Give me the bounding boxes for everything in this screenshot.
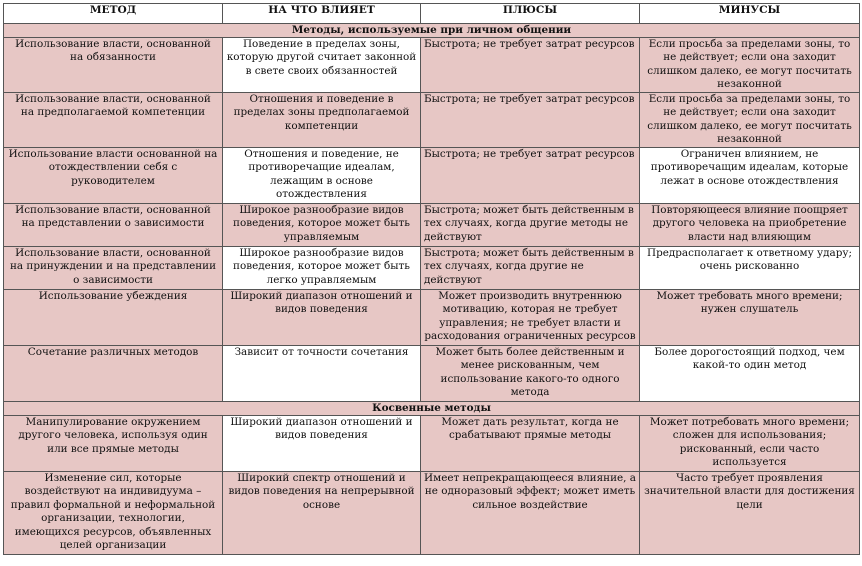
- cons-cell: Предрасполагает к ответному удару; очень рискованно: [640, 247, 860, 290]
- cons-cell: Ограничен влиянием, не противоречащим идеалам, которые лежат в основе отождествления: [640, 148, 860, 204]
- pros-cell: Быстрота; может быть действенным в тех случаях, когда другие не действуют: [421, 247, 640, 290]
- affects-cell: Широкое разнообразие видов поведения, которое может быть легко управляемым: [223, 247, 421, 290]
- header-method: МЕТОД: [4, 4, 223, 24]
- affects-cell: Широкое разнообразие видов поведения, которое может быть управляемым: [223, 204, 421, 247]
- influence-methods-table: [3, 3, 860, 555]
- pros-cell: Может производить внутреннюю мотивацию, которая не требует управления; не требует власти и расходования ограниченных ресурсов: [421, 290, 640, 346]
- table-row: [4, 416, 860, 472]
- affects-cell: Широкий диапазон отношений и видов поведения: [223, 290, 421, 346]
- pros-cell: Может быть более действенным и менее рискованным, чем использование какого-то одного метода: [421, 346, 640, 402]
- table-row: [4, 93, 860, 148]
- table-row: [4, 346, 860, 402]
- pros-cell: Быстрота; может быть действенным в тех случаях, когда другие методы не действуют: [421, 204, 640, 247]
- cons-cell: Если просьба за пределами зоны, то не действует; если она заходит слишком далеко, ее могут посчитать незаконной: [640, 38, 860, 93]
- section-title: Косвенные методы: [4, 402, 860, 416]
- pros-cell: Быстрота; не требует затрат ресурсов: [421, 93, 640, 148]
- cons-cell: Более дорогостоящий подход, чем какой-то один метод: [640, 346, 860, 402]
- method-cell: Использование убеждения: [4, 290, 223, 346]
- affects-cell: Поведение в пределах зоны, которую другой считает законной в свете своих обязанностей: [223, 38, 421, 93]
- table-row: [4, 38, 860, 93]
- method-cell: Использование власти основанной на отождествлении себя с руководителем: [4, 148, 223, 204]
- pros-cell: Имеет непрекращающееся влияние, а не одноразовый эффект; может иметь сильное воздействие: [421, 472, 640, 555]
- table-row: [4, 247, 860, 290]
- method-cell: Сочетание различных методов: [4, 346, 223, 402]
- cons-cell: Часто требует проявления значительной власти для достижения цели: [640, 472, 860, 555]
- cons-cell: Повторяющееся влияние поощряет другого человека на приобретение власти над влияющим: [640, 204, 860, 247]
- method-cell: Использование власти, основанной на предполагаемой компетенции: [4, 93, 223, 148]
- table-row: [4, 290, 860, 346]
- section-title: Методы, используемые при личном общении: [4, 24, 860, 38]
- table-row: [4, 148, 860, 204]
- cons-cell: Может требовать много времени; нужен слушатель: [640, 290, 860, 346]
- affects-cell: Отношения и поведение, не противоречащие идеалам, лежащим в основе отождествления: [223, 148, 421, 204]
- method-cell: Манипулирование окружением другого человека, используя один или все прямые методы: [4, 416, 223, 472]
- affects-cell: Отношения и поведение в пределах зоны предполагаемой компетенции: [223, 93, 421, 148]
- cons-cell: Может потребовать много времени; сложен для использования; рискованный, если часто используется: [640, 416, 860, 472]
- table-row: [4, 204, 860, 247]
- pros-cell: Быстрота; не требует затрат ресурсов: [421, 38, 640, 93]
- section-row-indirect: [4, 402, 860, 416]
- affects-cell: Широкий диапазон отношений и видов поведения: [223, 416, 421, 472]
- method-cell: Изменение сил, которые воздействуют на индивидуума – правил формальной и неформальной организации, технологии, имеющихся ресурсов, объявленных целей организации: [4, 472, 223, 555]
- header-pros: ПЛЮСЫ: [421, 4, 640, 24]
- method-cell: Использование власти, основанной на обязанности: [4, 38, 223, 93]
- header-affects: НА ЧТО ВЛИЯЕТ: [223, 4, 421, 24]
- table-row: [4, 472, 860, 555]
- cons-cell: Если просьба за пределами зоны, то не действует; если она заходит слишком далеко, ее могут посчитать незаконной: [640, 93, 860, 148]
- header-row: [4, 4, 860, 24]
- header-cons: МИНУСЫ: [640, 4, 860, 24]
- pros-cell: Быстрота; не требует затрат ресурсов: [421, 148, 640, 204]
- pros-cell: Может дать результат, когда не срабатывают прямые методы: [421, 416, 640, 472]
- method-cell: Использование власти, основанной на принуждении и на представлении о зависимости: [4, 247, 223, 290]
- affects-cell: Зависит от точности сочетания: [223, 346, 421, 402]
- method-cell: Использование власти, основанной на представлении о зависимости: [4, 204, 223, 247]
- affects-cell: Широкий спектр отношений и видов поведения на непрерывной основе: [223, 472, 421, 555]
- section-row-personal: [4, 24, 860, 38]
